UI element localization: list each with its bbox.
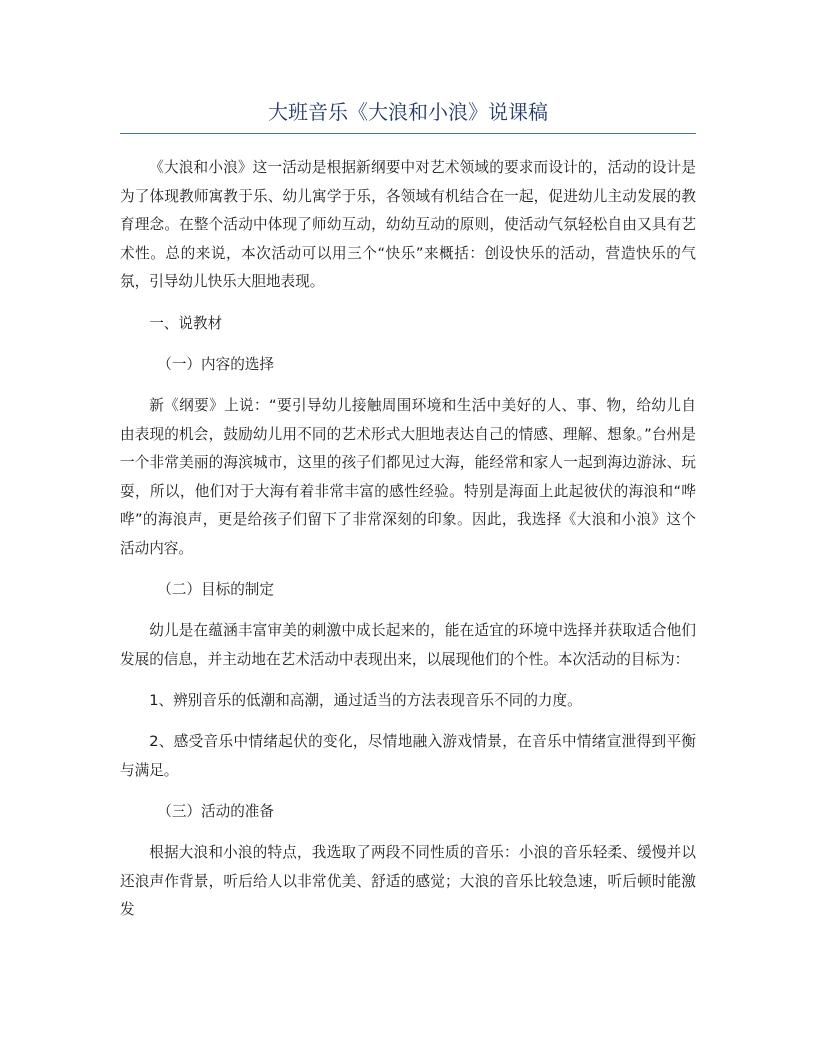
activity-preparation-paragraph: 根据大浪和小浪的特点，我选取了两段不同性质的音乐：小浪的音乐轻柔、缓慢并以还浪声作背景，听后给人以非常优美、舒适的感觉；大浪的音乐比较急速，听后顿时能激发 [120,844,696,919]
subheading-activity-preparation: （三）活动的准备 [157,803,274,821]
section-heading-teaching-material: 一、说教材 [149,314,223,332]
subheading-content-selection: （一）内容的选择 [157,355,274,373]
subheading-goal-setting: （二）目标的制定 [157,581,274,599]
goal-item-2: 2、感受音乐中情绪起伏的变化，尽情地融入游戏情景，在音乐中情绪宣泄得到平衡与满足。 [120,733,696,779]
title-underline [120,133,696,134]
document-title: 大班音乐《大浪和小浪》说课稿 [268,100,548,124]
content-selection-paragraph: 新《纲要》上说：“要引导幼儿接触周围环境和生活中美好的人、事、物，给幼儿自由表现的机会，鼓励幼儿用不同的艺术形式大胆地表达自己的情感、理解、想象。”台州是一个非常美丽的海滨城市，这里的孩子们都见过大海，能经常和家人一起到海边游泳、玩耍，所以，他们对于大海有着非常丰富的感性经验。特别是海面上此起彼伏的海浪和“哗哗”的海浪声，更是给孩子们留下了非常深刻的印象。因此，我选择《大浪和小浪》这个活动内容。 [120,396,696,557]
intro-paragraph: 《大浪和小浪》这一活动是根据新纲要中对艺术领域的要求而设计的，活动的设计是为了体现教师寓教于乐、幼儿寓学于乐，各领域有机结合在一起，促进幼儿主动发展的教育理念。在整个活动中体现了师幼互动，幼幼互动的原则，使活动气氛轻松自由又具有艺术性。总的来说，本次活动可以用三个“快乐”来概括：创设快乐的活动，营造快乐的气氛，引导幼儿快乐大胆地表现。 [120,159,696,291]
goal-setting-paragraph: 幼儿是在蕴涵丰富审美的刺激中成长起来的，能在适宜的环境中选择并获取适合他们发展的信息，并主动地在艺术活动中表现出来，以展现他们的个性。本次活动的目标为： [120,622,696,668]
goal-item-1: 1、辨别音乐的低潮和高潮，通过适当的方法表现音乐不同的力度。 [149,692,582,710]
document-body [120,154,696,925]
